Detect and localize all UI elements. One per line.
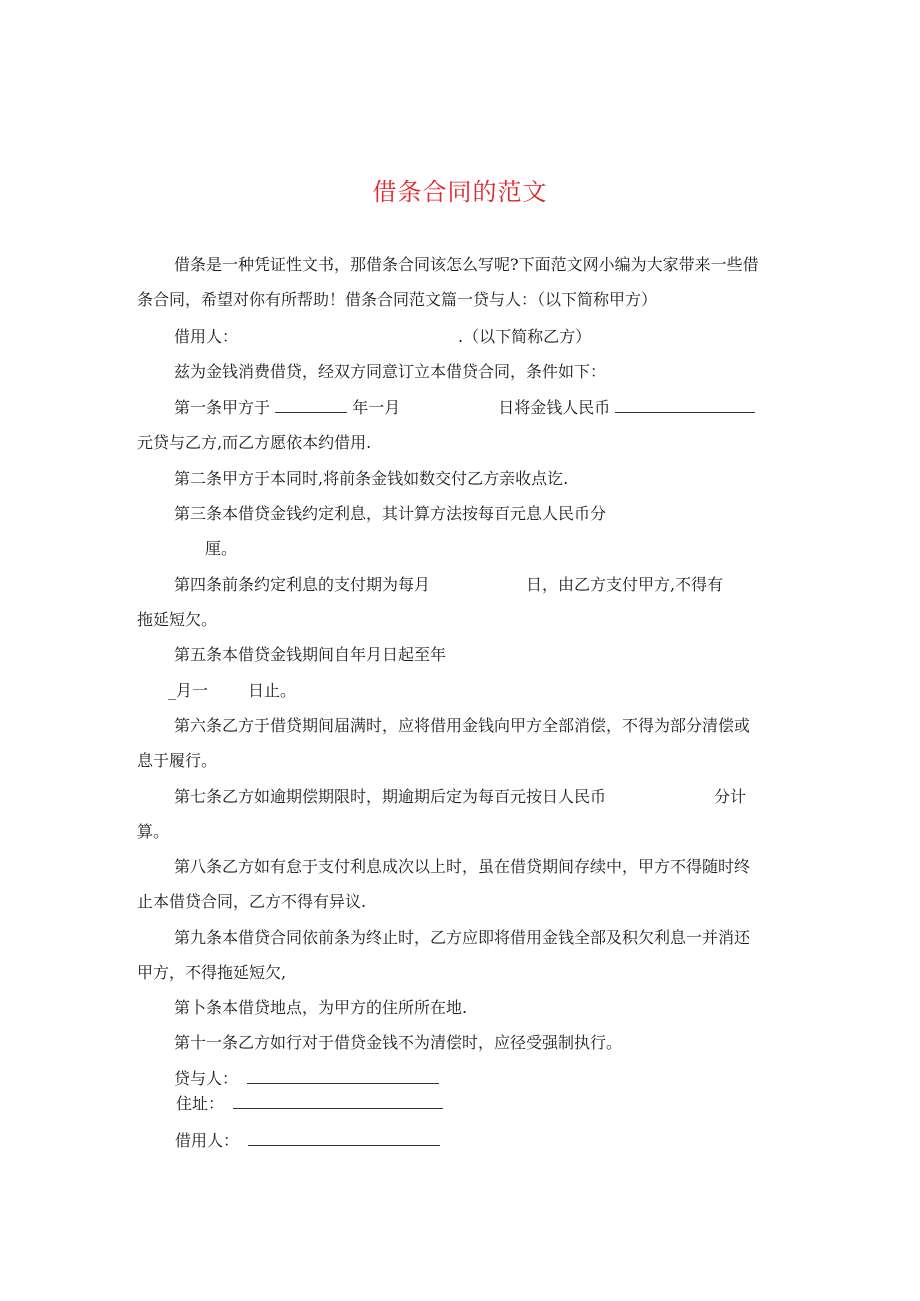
article-4-line-1 bbox=[174, 574, 723, 596]
borrower-signature-line bbox=[175, 1130, 440, 1152]
borrower-label: 借用人： bbox=[174, 327, 239, 346]
article-7-part-a: 第七条乙方如逾期偿期限时，期逾期后定为每百元按日人民币 bbox=[174, 787, 607, 806]
lender-label: 贷与人： bbox=[174, 1069, 239, 1088]
article-6-line-2: 息于履行。 bbox=[137, 751, 218, 770]
article-4-line-2: 拖延短欠。 bbox=[137, 610, 218, 629]
article-1-part-a: 第一条甲方于 bbox=[174, 398, 271, 417]
article-1-part-c: 日将金钱人民币 bbox=[498, 398, 611, 417]
article-8-line-2: 止本借贷合同，乙方不得有异议. bbox=[137, 892, 367, 911]
borrower-suffix: .（以下简称乙方） bbox=[458, 327, 592, 346]
article-5-part-a: _月一 bbox=[168, 681, 209, 700]
article-8-line-1: 第八条乙方如有怠于支付利息成次以上时，虽在借贷期间存续中，甲方不得随时终 bbox=[174, 857, 751, 876]
article-4-part-b: 日，由乙方支付甲方,不得有 bbox=[526, 575, 724, 594]
article-9-line-2: 甲方，不得拖延短欠, bbox=[137, 963, 287, 982]
article-3-line-1: 第三条本借贷金钱约定利息，其计算方法按每百元息人民币分 bbox=[174, 504, 607, 523]
address-signature-line bbox=[176, 1093, 443, 1115]
borrower-blank bbox=[248, 1131, 440, 1146]
address-blank bbox=[233, 1094, 443, 1109]
article-5-line-2 bbox=[168, 680, 296, 702]
amount-blank bbox=[615, 398, 755, 413]
preamble: 兹为金钱消费借贷，经双方同意订立本借贷合同，条件如下： bbox=[174, 362, 607, 381]
article-4-part-a: 第四条前条约定利息的支付期为每月 bbox=[174, 575, 431, 594]
borrower-line bbox=[174, 326, 591, 348]
year-blank bbox=[275, 398, 347, 413]
article-1-line-1 bbox=[174, 397, 755, 419]
article-6-line-1: 第六条乙方于借贷期间届满时，应将借用金钱向甲方全部消偿，不得为部分清偿或 bbox=[174, 716, 751, 735]
article-2: 第二条甲方于本同时,将前条金钱如数交付乙方亲收点讫. bbox=[174, 469, 569, 488]
lender-signature-line bbox=[174, 1068, 439, 1090]
article-3-line-2: 厘。 bbox=[205, 539, 238, 558]
article-10: 第卜条本借贷地点，为甲方的住所所在地. bbox=[174, 998, 468, 1017]
address-label: 住址： bbox=[176, 1094, 225, 1113]
article-5-part-b: 日止。 bbox=[248, 681, 297, 700]
article-11: 第十一条乙方如行对于借贷金钱不为清偿时，应径受强制执行。 bbox=[174, 1033, 623, 1052]
article-7-line-2: 算。 bbox=[137, 822, 170, 841]
intro-line-2: 条合同，希望对你有所帮助！借条合同范文篇一贷与人：（以下简称甲方） bbox=[137, 290, 658, 309]
article-7-line-1 bbox=[174, 786, 746, 808]
borrower-signature-label: 借用人： bbox=[175, 1131, 240, 1150]
document-title: 借条合同的范文 bbox=[372, 178, 548, 206]
article-9-line-1: 第九条本借贷合同依前条为终止时，乙方应即将借用金钱全部及积欠利息一并消还 bbox=[174, 928, 751, 947]
article-5-line-1: 第五条本借贷金钱期间自年月日起至年 bbox=[174, 645, 447, 664]
article-1-part-b: 年一月 bbox=[352, 398, 401, 417]
lender-blank bbox=[247, 1069, 439, 1084]
intro-line-1: 借条是一种凭证性文书，那借条合同该怎么写呢?下面范文网小编为大家带来一些借 bbox=[174, 255, 759, 274]
article-1-line-2: 元贷与乙方,而乙方愿依本约借用. bbox=[137, 433, 372, 452]
article-7-part-b: 分计 bbox=[714, 787, 747, 806]
